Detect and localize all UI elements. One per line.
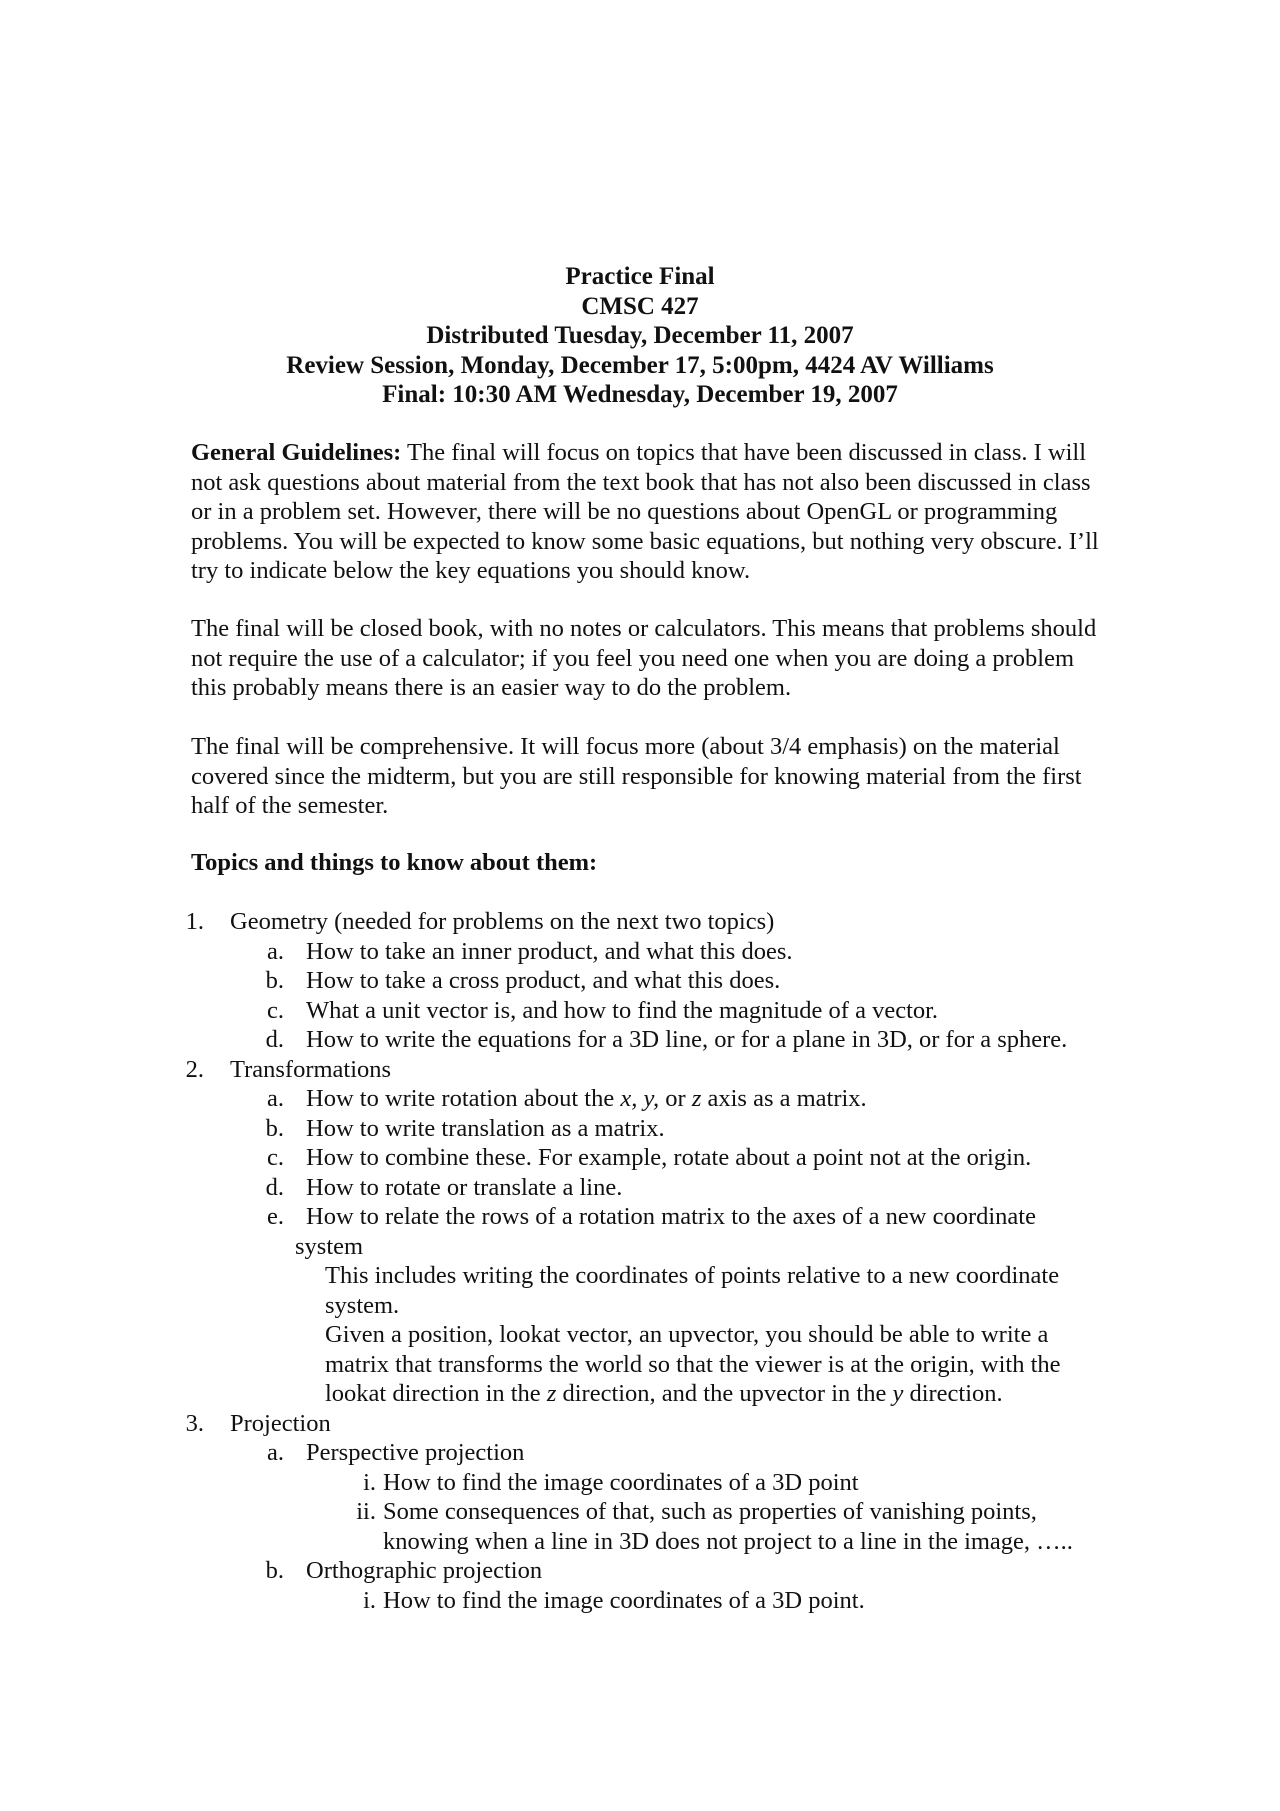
topic-title-projection: Projection: [230, 1410, 331, 1437]
list-item: How to write translation as a matrix.: [306, 1115, 665, 1142]
item-letter: c.: [267, 1144, 284, 1171]
note-line: Given a position, lookat vector, an upvector, you should be able to write a: [325, 1321, 1049, 1348]
page-title: Practice Final: [565, 263, 715, 290]
sub-list-item: How to find the image coordinates of a 3D point: [383, 1469, 859, 1496]
list-item: Perspective projection: [306, 1439, 525, 1466]
topic-title-transformations: Transformations: [230, 1056, 392, 1083]
review-session: Review Session, Monday, December 17, 5:00pm, 4424 AV Williams: [286, 351, 994, 379]
list-item: How to relate the rows of a rotation matrix to the axes of a new coordinate: [306, 1203, 1036, 1230]
list-item: How to combine these. For example, rotate about a point not at the origin.: [306, 1144, 1032, 1171]
item-letter: b.: [265, 1115, 284, 1142]
item-letter: c.: [267, 997, 284, 1024]
general-guidelines-text: The final will focus on topics that have been discussed in class. I will not ask questions about material from the text book that has not also been discussed in class or in a problem set. However, there will be no questions about OpenGL or programming problems. You will be expected to know some basic equations, but nothing very obscure. I’ll try to indicate below the key equations you should know.: [191, 439, 1099, 584]
general-guidelines-label: General Guidelines:: [191, 439, 402, 466]
sub-list-item: How to find the image coordinates of a 3D point.: [383, 1587, 865, 1614]
subitem-numeral: i.: [363, 1469, 376, 1496]
closed-book-paragraph: The final will be closed book, with no notes or calculators. This means that problems should not require the use of a calculator; if you feel you need one when you are doing a problem this probably means there is an easier way to do the problem.: [191, 615, 1097, 701]
topic-number: 1.: [185, 908, 204, 935]
list-item: Orthographic projection: [306, 1557, 543, 1584]
item-letter: b.: [265, 967, 284, 994]
list-item: How to write rotation about the x, y, or z axis as a matrix.: [306, 1085, 867, 1112]
sub-list-item-continuation: knowing when a line in 3D does not project to a line in the image, …..: [383, 1528, 1073, 1555]
list-item: How to take a cross product, and what this does.: [306, 967, 781, 994]
course-code: CMSC 427: [581, 292, 699, 320]
comprehensive-paragraph: The final will be comprehensive. It will focus more (about 3/4 emphasis) on the material covered since the midterm, but you are still responsible for knowing material from the first half of the semester.: [191, 733, 1082, 819]
item-letter: d.: [265, 1174, 284, 1201]
topic-number: 3.: [185, 1410, 204, 1437]
topic-title-geometry: Geometry (needed for problems on the next two topics): [230, 908, 775, 935]
note-line: matrix that transforms the world so that the viewer is at the origin, with the: [325, 1351, 1061, 1378]
subitem-numeral: i.: [363, 1587, 376, 1614]
item-letter: d.: [265, 1026, 284, 1053]
item-letter: e.: [267, 1203, 284, 1230]
list-item-continuation: system: [295, 1233, 364, 1260]
list-item: How to rotate or translate a line.: [306, 1174, 623, 1201]
sub-list-item: Some consequences of that, such as properties of vanishing points,: [383, 1498, 1037, 1525]
item-letter: a.: [267, 1085, 284, 1112]
final-exam-date: Final: 10:30 AM Wednesday, December 19, 2007: [382, 381, 898, 408]
note-line: system.: [325, 1292, 400, 1319]
general-guidelines-paragraph: [191, 438, 1111, 586]
topics-heading: Topics and things to know about them:: [191, 849, 598, 876]
note-line: This includes writing the coordinates of points relative to a new coordinate: [325, 1262, 1060, 1289]
list-item: How to write the equations for a 3D line, or for a plane in 3D, or for a sphere.: [306, 1026, 1068, 1053]
item-letter: a.: [267, 1439, 284, 1466]
topic-number: 2.: [185, 1056, 204, 1083]
document-header: [0, 262, 1280, 410]
item-letter: a.: [267, 938, 284, 965]
note-line: lookat direction in the z direction, and the upvector in the y direction.: [325, 1380, 1003, 1407]
list-item: What a unit vector is, and how to find the magnitude of a vector.: [306, 997, 939, 1024]
list-item: How to take an inner product, and what this does.: [306, 938, 793, 965]
subitem-numeral: ii.: [356, 1498, 376, 1525]
item-letter: b.: [265, 1557, 284, 1584]
distributed-date: Distributed Tuesday, December 11, 2007: [426, 322, 854, 349]
